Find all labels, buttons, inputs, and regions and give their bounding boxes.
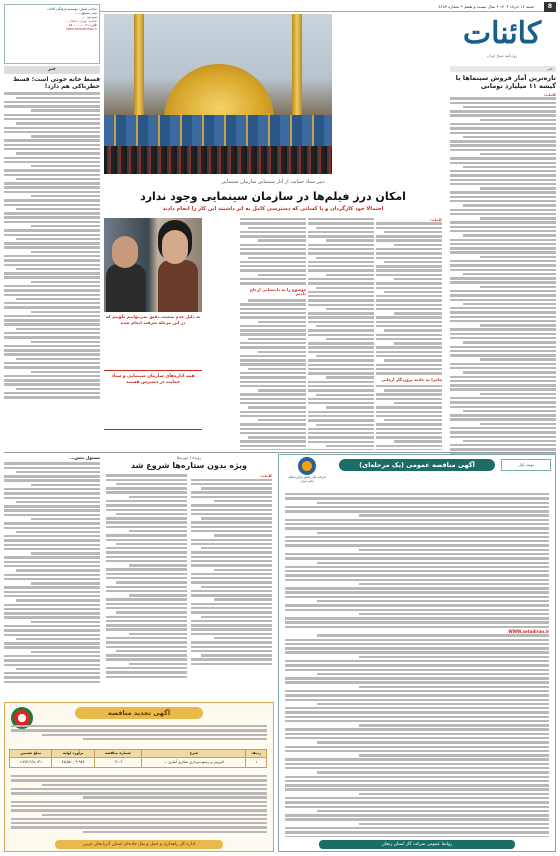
auction-table: [9, 749, 267, 768]
film-still-photo: [104, 218, 202, 312]
golden-dome: [164, 64, 274, 119]
table-header: شماره مناقصه: [94, 750, 141, 758]
bottom-left-article: [4, 456, 100, 696]
article-column: [104, 474, 189, 684]
tender-notice-ad: [278, 454, 556, 852]
article-column: [376, 218, 442, 450]
article-lead: کائنات:: [260, 474, 272, 479]
left-article-body: [4, 92, 100, 398]
flame-logo-icon: [298, 457, 316, 475]
divider: [4, 452, 556, 453]
auction-intro: [11, 725, 267, 747]
newspaper-logo: کائنات: [462, 16, 542, 51]
tiled-facade: [104, 115, 332, 149]
crowd: [104, 146, 332, 174]
table-row: [10, 758, 267, 768]
publisher-line: مدیر مسئول: ...: [75, 11, 97, 15]
left-article-title: قسط خانه خونی است؛ قسط خطرناکی هم دارد!: [13, 76, 100, 91]
page-number: 8: [544, 2, 556, 12]
auction-notes: [11, 775, 267, 837]
publisher-link[interactable]: www.kaenatnews.ir: [66, 27, 97, 31]
table-header-row: [10, 750, 267, 758]
stars-kicker: رویداد/ چهره‌ها: [176, 455, 202, 460]
minaret-right: [292, 14, 302, 119]
article-column: [240, 218, 306, 450]
table-header: ردیف: [246, 750, 267, 758]
table-cell: ۱: [246, 758, 267, 768]
article-kicker: دبیر ستاد حمایت از آثار سینمایی سازمان سینمایی: [221, 179, 325, 185]
pull-quote: [104, 370, 202, 430]
article-lead: کائنات:: [430, 218, 442, 222]
article-subhead: احتمالا خود کارگردان و یا کسانی که دسترسی کامل به اثر داشتند این کار را انجام دادند: [162, 206, 384, 212]
masthead: [448, 14, 556, 64]
publisher-box: [4, 4, 100, 64]
tender-title: آگهی مناقصه عمومی (یک مرحله‌ای): [339, 459, 495, 471]
publisher-line: صاحب امتیاز: موسسه فرهنگی کائنات: [46, 7, 97, 11]
dateline: شنبه ۱۷ خرداد ۱۴۰۳ • سال بیست و هفتم • شماره ۸۶۸۳: [100, 2, 554, 12]
article-subheading: موضوع را به دادستانی ارجاع دادیم: [249, 286, 306, 296]
tender-body: [285, 493, 549, 837]
section-label: خبر: [4, 66, 100, 74]
minaret-left: [134, 14, 144, 119]
stars-article: [104, 456, 274, 696]
bottom-left-heading: مسئول بخش...: [69, 455, 100, 460]
table-cell: ۰۳-۰۲: [94, 758, 141, 768]
right-column: [450, 66, 556, 456]
tender-footer: روابط عمومی شرکت گاز استان زنجان: [319, 840, 515, 849]
article-headline: امکان درز فیلم‌ها در سازمان سینمایی وجود ندارد: [140, 190, 406, 203]
auction-notice-ad: [4, 702, 274, 852]
company-name: شرکت ملی پخش فرآورده‌های نفتی ایران: [288, 475, 326, 483]
pull-quote-text: همه اداره‌های سازمان سینمایی و ستاد حمایت در دسترس هستند: [111, 374, 195, 385]
table-header: برآورد اولیه: [52, 750, 94, 758]
article-lead: کائنات:: [544, 93, 556, 97]
photo-caption: به دلیل عدم صحبت دقیق نمی‌توانیم بگوییم که در این مرحله سرقت انجام شده: [105, 314, 201, 325]
company-logo: [285, 457, 329, 489]
article-subheading: ماجرا به حادثه پروردگار آرمانی: [381, 376, 442, 382]
table-header: مبلغ تضمین: [10, 750, 52, 758]
box-office-title: تازه‌ترین آمار فروش سینماها با گیشه ۱۱ میلیارد تومانی: [455, 74, 556, 90]
article-column: [189, 474, 274, 684]
publisher-line: تلفن: ۰۲۱-۸۸۰۰۰۰۰۰: [68, 23, 97, 27]
publisher-line: سردبیر: ...: [82, 15, 97, 19]
table-cell: ۴۵,۵۵۰,۰۹,۹۸۳: [52, 758, 94, 768]
article-column: [308, 218, 374, 450]
shrine-photo: [104, 14, 332, 174]
tender-website-link[interactable]: WWW.setadiran.ir: [508, 629, 549, 634]
auction-title: آگهی تجدید مناقصه: [75, 707, 203, 719]
section-label: خبر: [450, 66, 556, 72]
table-cell: لایروبی و رسوب‌برداری مجاری آبیاری ...: [142, 758, 246, 768]
stars-headline: ویژه بدون ستاره‌ها شروع شد: [130, 461, 248, 471]
table-cell: ۱,۷۷۳,۲۶۸,۱۳۱: [10, 758, 52, 768]
auction-footer: اداره کل راهداری و حمل و نقل جاده‌ای استان آذربایجان غربی: [55, 840, 223, 849]
publisher-line: نشانی: تهران، خیابان ...: [65, 19, 97, 23]
table-header: شرح: [142, 750, 246, 758]
masthead-tagline: روزنامه صبح ایران: [486, 53, 518, 58]
tender-round-label: نوبت اول: [501, 459, 551, 471]
